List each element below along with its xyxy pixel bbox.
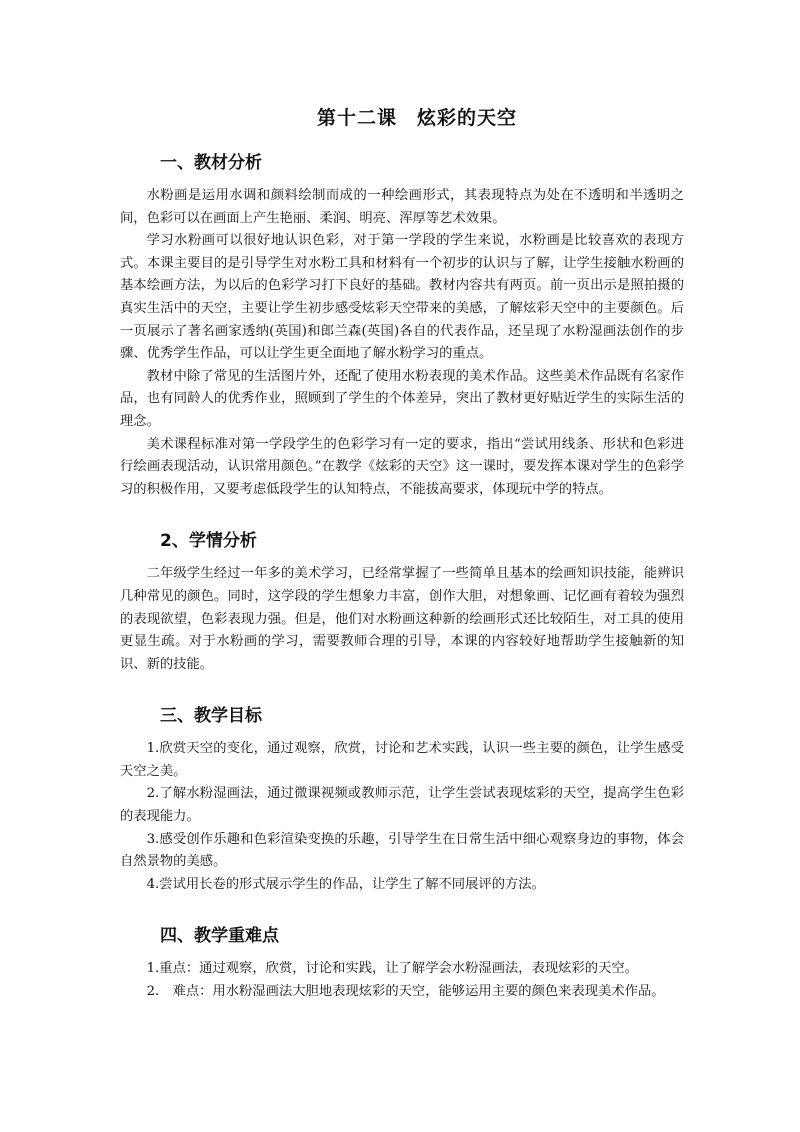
section-heading: 四、教学重难点 [160,926,279,947]
section-teaching-goals [120,702,684,896]
section-key-points [120,922,684,1003]
section-spacer [120,501,684,527]
section-learner-analysis [120,527,684,676]
paragraph: 1.重点：通过观察，欣赏，讨论和实践，让了解学会水粉湿画法，表现炫彩的天空。 [146,961,638,977]
paragraph: 学习水粉画可以很好地认识色彩，对于第一学段的学生来说，水粉画是比较喜欢的表现方式。本课主要目的是引导学生对水粉工具和材料有一个初步的认识与了解，让学生接触水粉画的基本绘画方法，为以后的色彩学习打下良好的基础。教材内容共有两页。前一页出示是照拍摄的真实生活中的天空，主要让学生初步感受炫彩天空带来的美感，了解炫彩天空中的主要颜色。后一页展示了著名画家透纳(英国)和郎兰森(英国)各自的代表作品，还呈现了水粉湿画法创作的步骤、优秀学生作品，可以让学生更全面地了解水粉学习的重点。 [120,233,684,362]
paragraph: 2. 难点：用水粉湿画法大胆地表现炫彩的天空，能够运用主要的颜色来表现美术作品。 [146,984,665,1000]
paragraph: 3.感受创作乐趣和色彩渲染变换的乐趣，引导学生在日常生活中细心观察身边的事物，体会自然景物的美感。 [120,831,684,870]
section-heading: 2、学情分析 [160,531,257,552]
paragraph: 水粉画是运用水调和颜料绘制而成的一种绘画形式，其表现特点为处在不透明和半透明之间，色彩可以在画面上产生艳丽、柔润、明亮、浑厚等艺术效果。 [120,188,684,226]
paragraph: 二年级学生经过一年多的美术学习，已经常掌握了一些简单且基本的绘画知识技能，能辨识几种常见的颜色。同时，这学段的学生想象力丰富，创作大胆，对想象画、记忆画有着较为强烈的表现欲望，色彩表现力强。但是，他们对水粉画这种新的绘画形式还比较陌生，对工具的使用更显生疏。对于水粉画的学习，需要教师合理的引导，本课的内容较好地帮助学生接触新的知识、新的技能。 [120,566,684,672]
page-title: 第十二课 炫彩的天空 [316,107,517,129]
paragraph: 教材中除了常见的生活图片外，还配了使用水粉表现的美术作品。这些美术作品既有名家作品，也有同龄人的优秀作业，照顾到了学生的个体差异，突出了教材更好贴近学生的实际生活的理念。 [120,368,684,429]
section-spacer [120,896,684,922]
section-textbook-analysis [120,149,684,501]
paragraph: 4.尝试用长卷的形式展示学生的作品，让学生了解不同展评的方法。 [146,876,545,892]
section-heading: 三、教学目标 [160,706,262,727]
paragraph: 2.了解水粉湿画法，通过微课视频或教师示范，让学生尝试表现炫彩的天空，提高学生色彩的表现能力。 [120,786,684,825]
section-heading: 一、教材分析 [160,153,262,173]
section-spacer [120,676,684,702]
paragraph: 1.欣赏天空的变化，通过观察，欣赏，讨论和艺术实践，认识一些主要的颜色，让学生感受天空之美。 [120,741,684,779]
paragraph: 美术课程标准对第一学段学生的色彩学习有一定的要求，指出“尝试用线条、形状和色彩进行绘画表现活动，认识常用颜色。”在教学《炫彩的天空》这一课时，要发挥本课对学生的色彩学习的积极作用，又要考虑低段学生的认知特点，不能拔高要求，体现玩中学的特点。 [120,436,684,497]
